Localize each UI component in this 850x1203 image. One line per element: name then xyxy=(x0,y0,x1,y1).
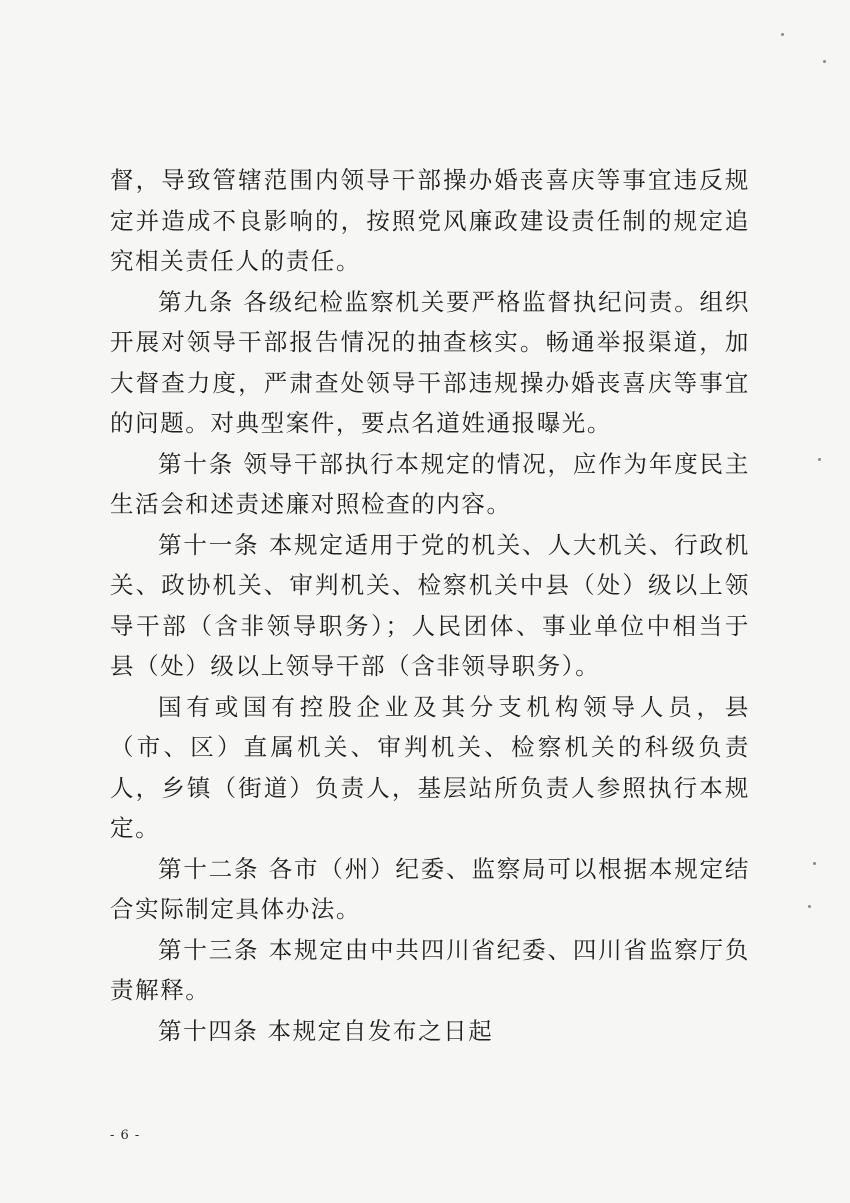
article-11-paragraph: 第十一条 本规定适用于党的机关、人大机关、行政机关、政协机关、审判机关、检察机关中县（处）级以上领导干部（含非领导职务）；人民团体、事业单位中相当于县（处）级以上领导干部（含非领导职务）。 xyxy=(110,530,750,680)
document-body xyxy=(110,160,750,1051)
scan-speck xyxy=(781,33,784,36)
paragraph-continuation: 督，导致管辖范围内领导干部操办婚丧喜庆等事宜违反规定并造成不良影响的，按照党风廉政建设责任制的规定追究相关责任人的责任。 xyxy=(110,166,750,275)
scan-speck xyxy=(813,862,816,865)
scan-speck xyxy=(808,905,811,908)
article-10-paragraph: 第十条 领导干部执行本规定的情况，应作为年度民主生活会和述责述廉对照检查的内容。 xyxy=(110,449,750,518)
scan-speck xyxy=(823,60,826,63)
article-13-paragraph: 第十三条 本规定由中共四川省纪委、四川省监察厅负责解释。 xyxy=(110,935,750,1004)
scan-speck xyxy=(818,458,821,461)
article-11-scope-paragraph: 国有或国有控股企业及其分支机构领导人员，县（市、区）直属机关、审判机关、检察机关的科级负责人，乡镇（街道）负责人，基层站所负责人参照执行本规定。 xyxy=(110,692,750,842)
page-number: - 6 - xyxy=(110,1128,141,1143)
article-14-paragraph: 第十四条 本规定自发布之日起 xyxy=(158,1016,494,1045)
article-12-paragraph: 第十二条 各市（州）纪委、监察局可以根据本规定结合实际制定具体办法。 xyxy=(110,854,750,923)
article-9-paragraph: 第九条 各级纪检监察机关要严格监督执纪问责。组织开展对领导干部报告情况的抽查核实。畅通举报渠道，加大督查力度，严肃查处领导干部违规操办婚丧喜庆等事宜的问题。对典型案件，要点名道姓通报曝光。 xyxy=(110,287,750,437)
